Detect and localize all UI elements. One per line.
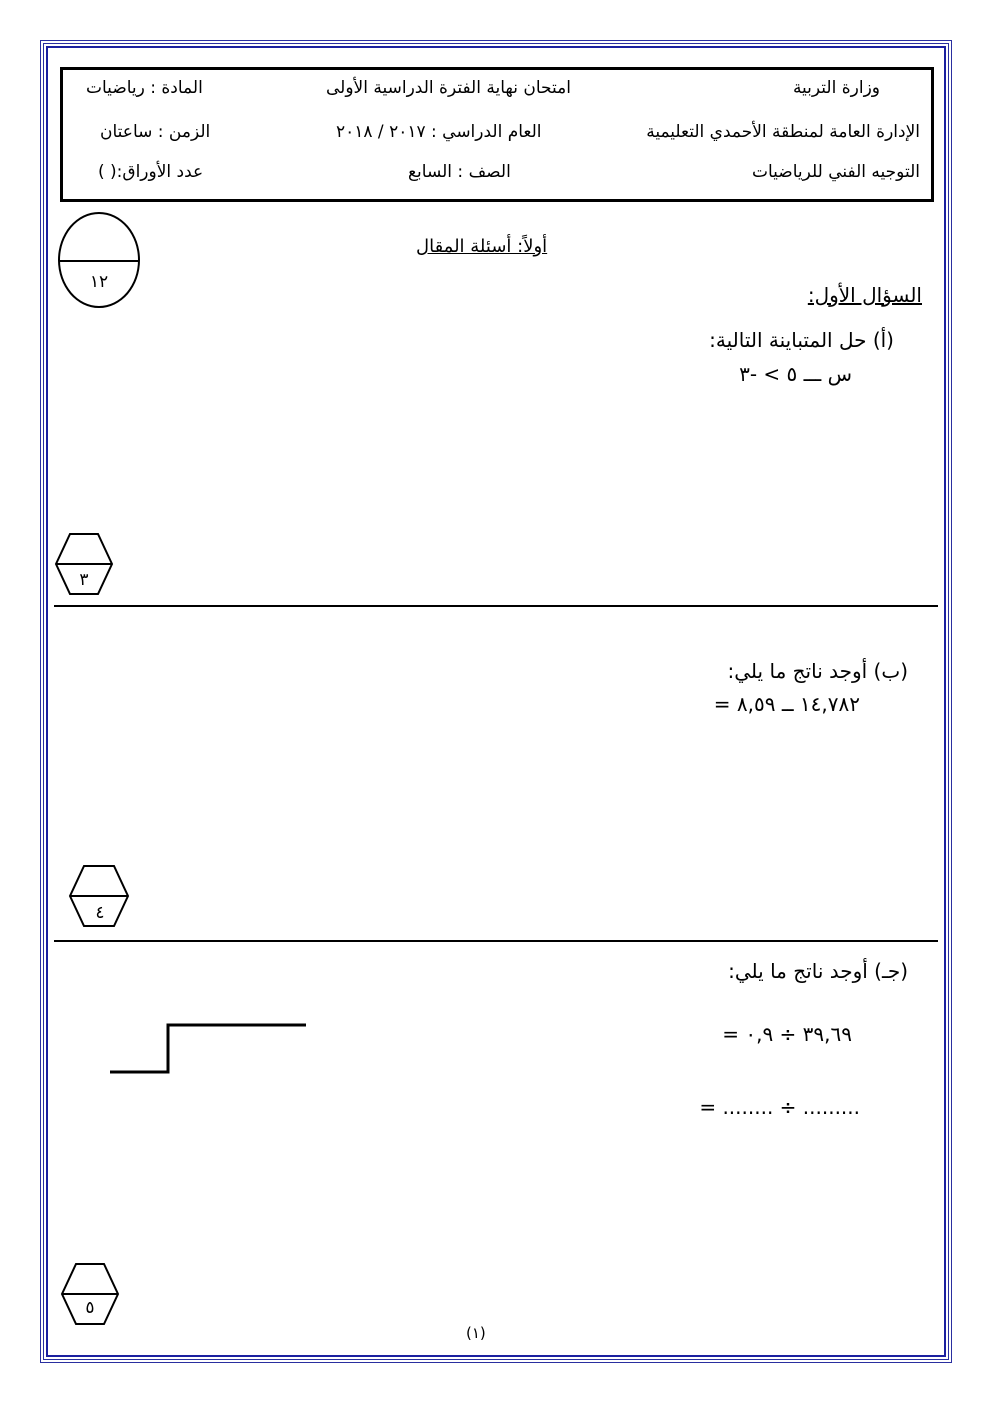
- supervision-name: التوجيه الفني للرياضيات: [751, 162, 920, 182]
- part-c-blank-line: ......... ÷ ........ =: [699, 1095, 860, 1119]
- question-title: السؤال الأول:: [807, 283, 922, 307]
- part-a-label: (أ) حل المتباينة التالية:: [709, 328, 894, 352]
- long-division-bracket: [108, 1020, 310, 1076]
- part-c-label: (جـ) أوجد ناتج ما يلي:: [728, 959, 908, 983]
- part-c-score-hexagon: [58, 1262, 122, 1328]
- part-b-expression: ١٤,٧٨٢ ــ ٨,٥٩ =: [713, 692, 860, 716]
- part-b-score: ٤: [95, 903, 105, 923]
- directorate-name: الإدارة العامة لمنطقة الأحمدي التعليمية: [646, 122, 920, 142]
- total-score-circle: [58, 212, 140, 308]
- separator-line: [54, 605, 938, 607]
- page-number: (١): [466, 1324, 486, 1342]
- part-a-expression: س ـــ ٥ > -٣: [739, 362, 852, 386]
- part-a-score: ٣: [79, 570, 89, 590]
- grade-label: الصف : السابع: [408, 162, 511, 182]
- part-c-expression: ٣٩,٦٩ ÷ ٠,٩ =: [722, 1022, 852, 1046]
- total-score-value: ١٢: [89, 272, 109, 292]
- exam-title: امتحان نهاية الفترة الدراسية الأولى: [326, 78, 571, 98]
- separator-line: [54, 940, 938, 942]
- pages-count: عدد الأوراق:( ): [98, 162, 204, 182]
- ministry-name: وزارة التربية: [792, 78, 880, 98]
- part-c-score: ٥: [85, 1298, 95, 1318]
- section-title: أولاً: أسئلة المقال: [416, 236, 548, 257]
- school-year: العام الدراسي : ٢٠١٧ / ٢٠١٨: [336, 122, 542, 142]
- part-b-label: (ب) أوجد ناتج ما يلي:: [727, 659, 908, 683]
- subject-label: المادة : رياضيات: [86, 78, 203, 98]
- score-divider: [60, 260, 138, 262]
- exam-duration: الزمن : ساعتان: [100, 122, 211, 142]
